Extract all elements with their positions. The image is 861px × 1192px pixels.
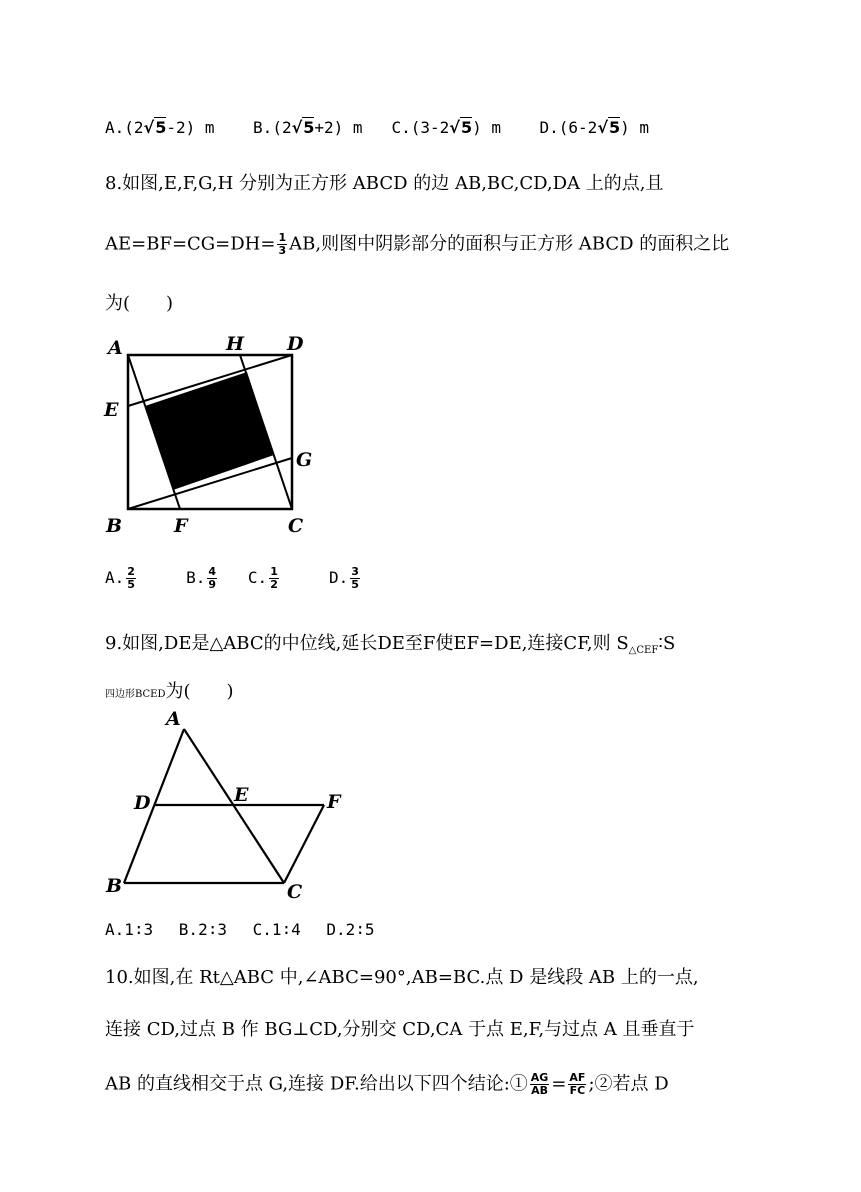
option-d-text: D.(6-2 [539, 118, 598, 137]
label-e: E [104, 399, 119, 421]
label-f: F [174, 515, 188, 537]
q9-options: A.1∶3 B.2∶3 C.1∶4 D.2∶5 [105, 920, 375, 939]
label-b: B [106, 875, 123, 897]
label-c: C [288, 515, 304, 537]
sqrt-icon: √5 [143, 118, 167, 137]
q9-line1: 9.如图,DE是△ABC的中位线,延长DE至F使EF=DE,连接CF,则 $S_{\triangle CEF}∶S$ [105, 633, 676, 656]
fraction-one-third: $\frac{1}{3}$ [278, 231, 287, 257]
label-e: E [234, 784, 249, 806]
fraction-ag-ab: $\frac{AG}{AB}$ [530, 1071, 549, 1097]
sqrt-icon: √5 [291, 118, 315, 137]
q10-line1: 10.如图,在 Rt△ABC 中,∠ABC=90°,AB=BC.点 D 是线段 AB 上的一点, [105, 967, 699, 988]
fraction-af-fc: $\frac{AF}{FC}$ [569, 1071, 586, 1097]
line-fc [284, 805, 324, 883]
fraction-four-ninths: $\frac{4}{9}$ [208, 565, 217, 591]
label-h: H [226, 333, 244, 355]
q9-line2: 四边形BCED为( ) [105, 681, 234, 702]
label-d: D [287, 333, 304, 355]
q8-square-figure [100, 330, 330, 540]
q10-line2: 连接 CD,过点 B 作 BG⊥CD,分别交 CD,CA 于点 E,F,与过点 A 且垂直于 [105, 1019, 695, 1040]
label-b: B [106, 515, 123, 537]
fraction-three-fifths: $\frac{3}{5}$ [351, 565, 359, 591]
shaded-square [145, 372, 274, 490]
fraction-one-half: $\frac{1}{2}$ [270, 565, 278, 591]
sqrt-icon: √5 [597, 118, 621, 137]
option-a-text: A.(2 [105, 118, 144, 137]
option-b-text: B.(2 [253, 118, 292, 137]
fraction-two-fifths: $\frac{2}{5}$ [127, 565, 135, 591]
q10-line3: AB 的直线相交于点 G,连接 DF.给出以下四个结论:① $\frac{AG}{AB}$ = $\frac{AF}{FC}$ ;②若点 D [105, 1071, 669, 1097]
label-c: C [287, 881, 303, 903]
label-g: G [296, 449, 313, 471]
label-d: D [134, 792, 151, 814]
option-c-text: C.(3-2 [391, 118, 450, 137]
q8-line3: 为( ) [105, 293, 174, 314]
q8-options: A. $\frac{2}{5}$ B. $\frac{4}{9}$ C. $\frac{1}{2}$ D. $\frac{3}{5}$ [105, 565, 359, 591]
label-a: A [108, 337, 123, 359]
q9-triangle-figure [100, 705, 360, 905]
sqrt-icon: √5 [449, 118, 473, 137]
label-a: A [166, 708, 181, 730]
q8-line2: AE=BF=CG=DH= $\frac{1}{3}$ AB,则图中阴影部分的面积与正方形 ABCD 的面积之比 [105, 231, 730, 257]
q8-line1: 8.如图,E,F,G,H 分别为正方形 ABCD 的边 AB,BC,CD,DA 上的点,且 [105, 173, 664, 194]
q7-options: A.(2√5-2) m B.(2√5+2) m C.(3-2√5) m D.(6-2√5) m [105, 118, 650, 137]
label-f: F [327, 791, 341, 813]
